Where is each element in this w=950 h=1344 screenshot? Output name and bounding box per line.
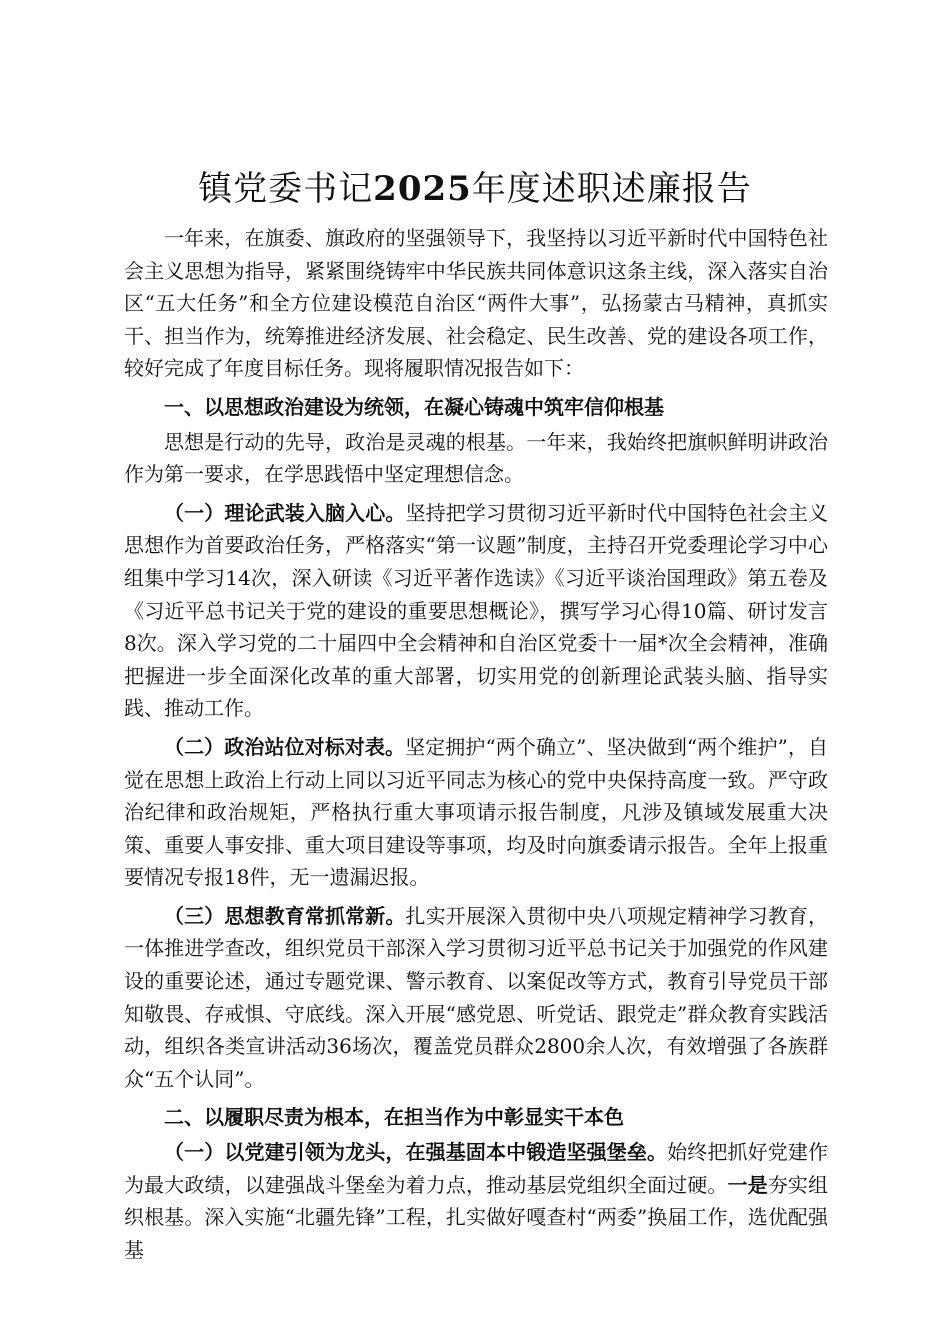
item-text: 坚持把学习贯彻习近平新时代中国特色社会主义思想作为首要政治任务，严格落实“第一议题”制度，主持召开党委理论学习中心组集中学习14次，深入研读《习近平著作选读》《习近平谈治国理政》第五卷及《习近平总书记关于党的建设的重要思想概论》，撰写学习心得10篇、研讨发言8次。深入学习党的二十届四中全会精神和自治区党委十一届*次全会精神，准确把握进一步全面深化改革的重大部署，切实用党的创新理论武装头脑、指导实践、推动工作。 (124, 500, 828, 721)
item-text: 始终把抓好党建作为最大政绩，以建强战斗堡垒为着力点，推动基层党组织全面过硬。 (124, 1140, 828, 1197)
section2-item-1 (124, 1136, 828, 1266)
item-text-continued: 夯实组织根基。深入实施“北疆先锋”工程，扎实做好嘎查村“两委”换届工作，选优配强基 (124, 1172, 829, 1262)
title-prefix: 镇党委书记 (198, 169, 374, 209)
section1-item-2 (124, 731, 828, 894)
item-lead: （一）理论武装入脑入心。 (164, 500, 406, 525)
document-body (124, 222, 828, 1266)
intro-paragraph: 一年来，在旗委、旗政府的坚强领导下，我坚持以习近平新时代中国特色社会主义思想为指导，紧紧围绕铸牢中华民族共同体意识这条主线，深入落实自治区“五大任务”和全方位建设模范自治区“两件大事”，弘扬蒙古马精神，真抓实干、担当作为，统筹推进经济发展、社会稳定、民生改善、党的建设各项工作，较好完成了年度目标任务。现将履职情况报告如下： (124, 226, 828, 381)
title-suffix: 年度述职述廉报告 (471, 169, 752, 209)
section1-intro: 思想是行动的先导，政治是灵魂的根基。一年来，我始终把旗帜鲜明讲政治作为第一要求，在学思践悟中坚定理想信念。 (124, 429, 828, 487)
item-text: 坚定拥护“两个确立”、坚决做到“两个维护”，自觉在思想上政治上行动上同以习近平同志为核心的党中央保持高度一致。严守政治纪律和政治规矩，严格执行重大事项请示报告制度，凡涉及镇域发展重大决策、重要人事安排、重大项目建设等事项，均及时向旗委请示报告。全年上报重要情况专报18件，无一遗漏迟报。 (124, 734, 828, 890)
item-lead: （二）政治站位对标对表。 (164, 734, 406, 759)
item-lead: （三）思想教育常抓常新。 (164, 903, 406, 928)
section1-heading: 一、以思想政治建设为统领，在凝心铸魂中筑牢信仰根基 (164, 394, 664, 419)
document-title (0, 166, 950, 212)
section2-heading: 二、以履职尽责为根本，在担当作为中彰显实干本色 (164, 1105, 624, 1130)
item-sublead: 一是 (727, 1172, 768, 1197)
item-text: 扎实开展深入贯彻中央八项规定精神学习教育，一体推进学查改，组织党员干部深入学习贯彻习近平总书记关于加强党的作风建设的重要论述，通过专题党课、警示教育、以案促改等方式，教育引导党员干部知敬畏、存戒惧、守底线。深入开展“感党恩、听党话、跟党走”群众教育实践活动，组织各类宣讲活动36场次，覆盖党员群众2800余人次，有效增强了各族群众“五个认同”。 (124, 903, 828, 1091)
item-lead: （一）以党建引领为龙头，在强基固本中锻造坚强堡垒。 (164, 1140, 668, 1165)
title-year: 2025 (373, 169, 472, 209)
section1-item-1 (124, 497, 828, 725)
section1-item-3 (124, 900, 828, 1096)
